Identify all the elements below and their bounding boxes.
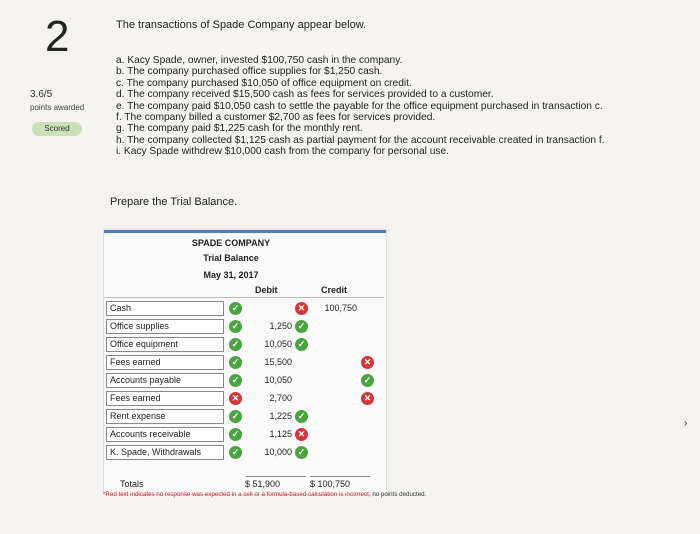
check-icon: ✓ [229,302,242,315]
check-icon: ✓ [229,338,242,351]
check-icon: ✓ [361,374,374,387]
statement-date: May 31, 2017 [203,270,259,280]
debit-input[interactable]: 2,700 [269,393,292,403]
cross-icon: ✕ [229,392,242,405]
debit-input[interactable]: 1,225 [269,411,292,421]
debit-input[interactable]: 10,000 [264,447,292,457]
trial-balance-table [103,229,387,495]
debit-input[interactable]: 1,125 [269,429,292,439]
transaction-item: b. The company purchased office supplies for $1,250 cash. [116,66,383,78]
totals-label: Totals [120,479,144,489]
total-credit-rule [310,476,370,477]
transaction-item: f. The company billed a customer $2,700 as fees for services provided. [116,112,436,124]
transaction-item: i. Kacy Spade withdrew $10,000 cash from the company for personal use. [116,146,449,158]
account-input[interactable]: Cash [106,301,224,316]
check-icon: ✓ [229,446,242,459]
total-debit-rule [246,476,306,477]
cross-icon: ✕ [361,356,374,369]
debit-input[interactable]: 10,050 [264,339,292,349]
debit-header: Debit [255,285,278,295]
account-input[interactable]: Office equipment [106,337,224,352]
debit-input[interactable]: 10,050 [264,375,292,385]
transaction-item: e. The company paid $10,050 cash to settle the payable for the office equipment purchased in transaction c. [116,100,603,112]
account-input[interactable]: Accounts receivable [106,427,224,442]
debit-input[interactable]: 15,500 [264,357,292,367]
check-icon: ✓ [229,428,242,441]
transaction-item: a. Kacy Spade, owner, invested $100,750 cash in the company. [116,55,403,66]
check-icon: ✓ [295,410,308,423]
question-number: 2 [45,12,70,61]
score-value: 3.6/5 [30,89,53,100]
check-icon: ✓ [295,320,308,333]
prepare-instruction: Prepare the Trial Balance. [110,196,238,208]
account-input[interactable]: K. Spade, Withdrawals [106,445,224,460]
check-icon: ✓ [229,320,242,333]
check-icon: ✓ [229,410,242,423]
account-input[interactable]: Office supplies [106,319,224,334]
footnote-text: no points deducted. [372,491,427,498]
total-debit: $ 51,900 [245,479,281,489]
check-icon: ✓ [229,374,242,387]
transaction-item: c. The company purchased $10,050 of office equipment on credit. [116,77,412,89]
account-input[interactable]: Fees earned [106,355,224,370]
footnote [103,491,463,499]
statement-title: Trial Balance [203,253,259,263]
transaction-item: h. The company collected $1,125 cash as partial payment for the account receivable created in transaction f. [116,134,605,146]
company-name: SPADE COMPANY [191,238,271,248]
table-top-bar [104,230,386,233]
check-icon: ✓ [295,338,308,351]
transaction-item: g. The company paid $1,225 cash for the monthly rent. [116,123,363,135]
credit-header: Credit [321,285,348,295]
account-input[interactable]: Fees earned [106,391,224,406]
credit-input[interactable]: 100,750 [324,303,357,313]
account-input[interactable]: Accounts payable [106,373,224,388]
question-intro: The transactions of Spade Company appear below. [116,19,367,31]
cross-icon: ✕ [295,428,308,441]
arrow-right-icon: › [684,418,688,429]
check-icon: ✓ [295,446,308,459]
points-awarded [30,88,84,114]
header-divider [104,297,384,298]
cross-icon: ✕ [295,302,308,315]
footnote-red-text: *Red text indicates no response was expected in a cell or a formula-based calculation is incorrect; [103,491,371,498]
score-label: points awarded [30,103,85,112]
debit-input[interactable]: 1,250 [269,321,292,331]
cross-icon: ✕ [361,392,374,405]
check-icon: ✓ [229,356,242,369]
account-input[interactable]: Rent expense [106,409,224,424]
transaction-list [116,55,605,158]
transaction-item: d. The company received $15,500 cash as fees for services provided to a customer. [116,89,494,101]
scored-badge: Scored [32,122,82,136]
total-credit: $ 100,750 [310,479,351,489]
